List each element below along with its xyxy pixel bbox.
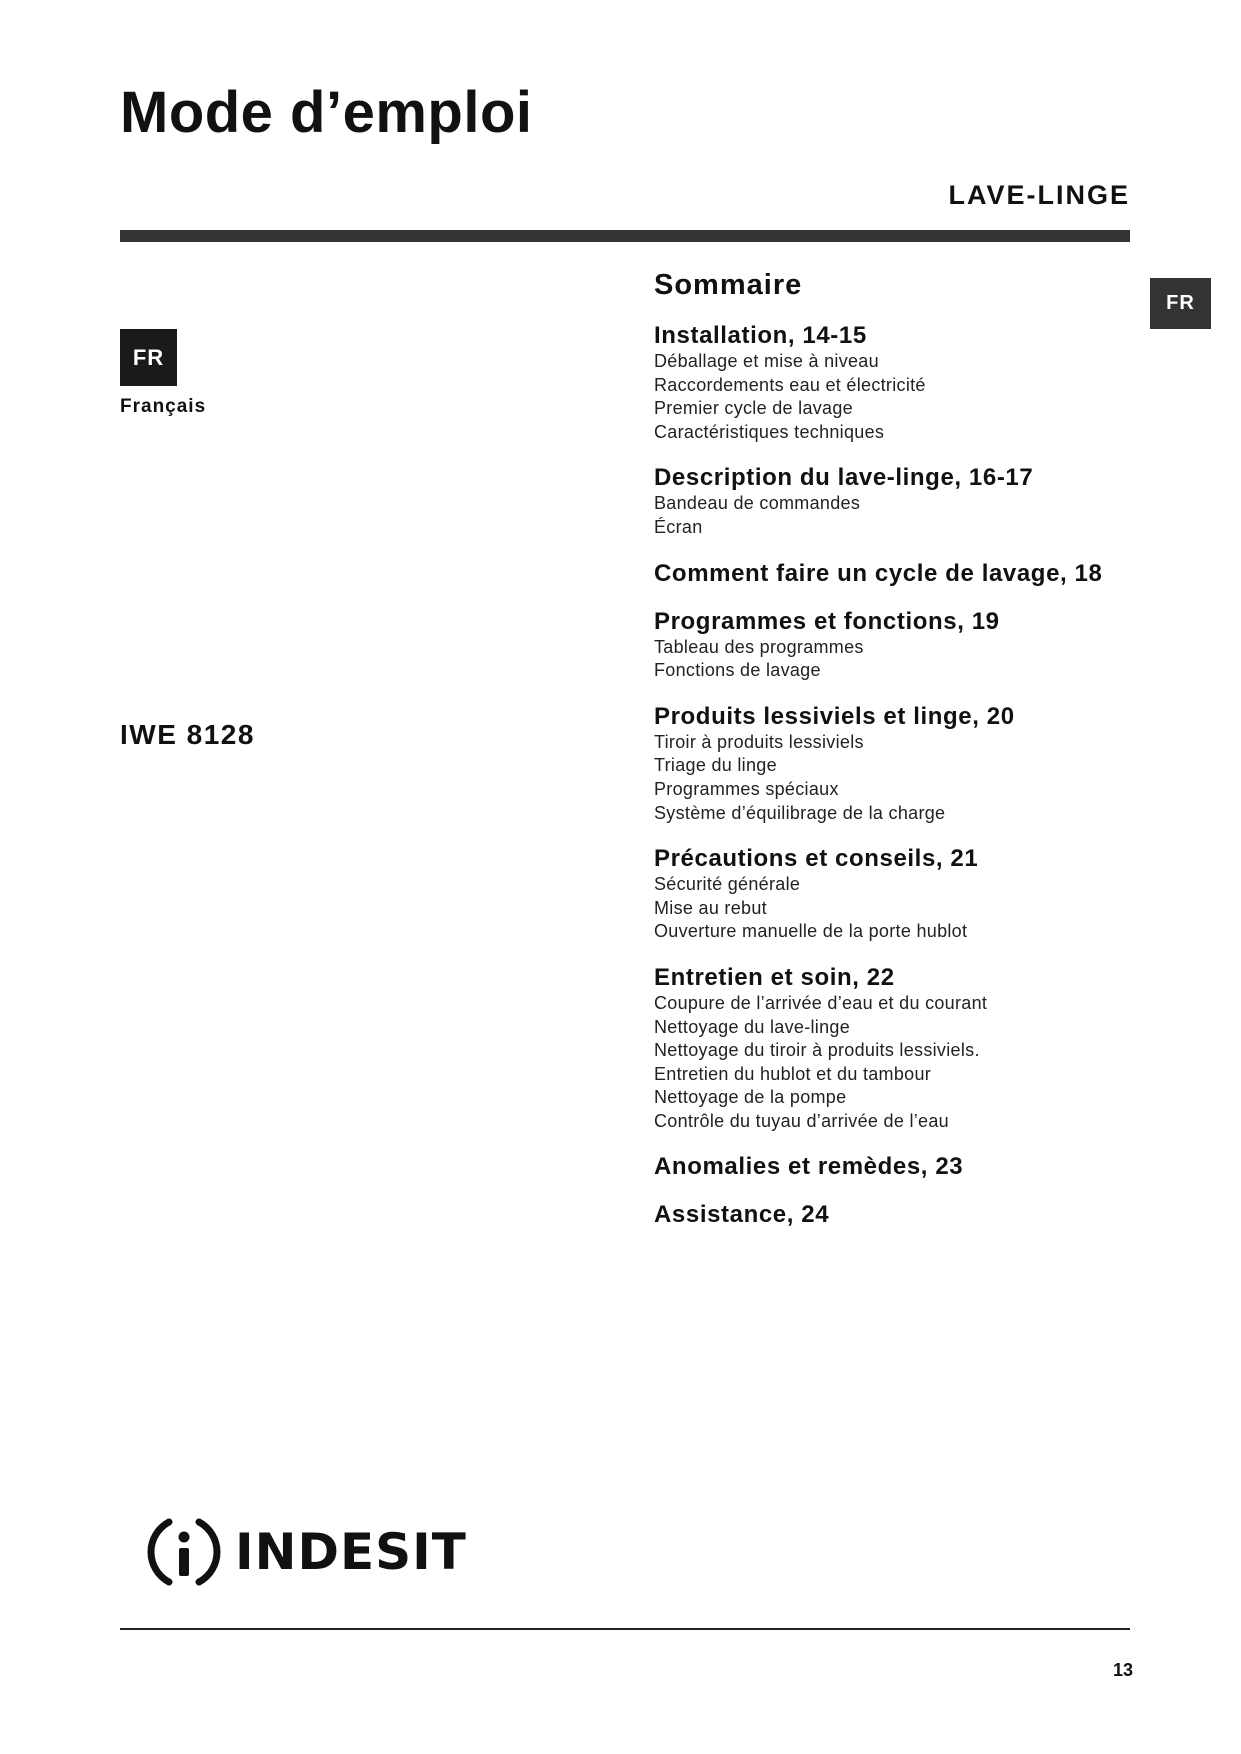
- toc-item: Programmes spéciaux: [654, 778, 839, 799]
- toc-section-title: Description du lave-linge, 16-17: [654, 464, 1034, 492]
- toc-section: [654, 964, 1114, 1134]
- brand-logo: [145, 1516, 467, 1588]
- toc-item: Sécurité générale: [654, 874, 801, 895]
- toc-item: Ouverture manuelle de la porte hublot: [654, 921, 968, 942]
- toc-item: Écran: [654, 516, 703, 537]
- toc-item: Contrôle du tuyau d’arrivée de l’eau: [654, 1110, 949, 1131]
- toc-item: Coupure de l’arrivée d’eau et du courant: [654, 992, 988, 1013]
- toc-section-title: Anomalies et remèdes, 23: [654, 1153, 964, 1181]
- page-title: Mode d’emploi: [120, 80, 533, 145]
- language-name: Français: [120, 396, 207, 417]
- toc-sections: [654, 322, 1114, 1229]
- product-type-label: LAVE-LINGE: [948, 180, 1130, 210]
- toc-section: [654, 1201, 1114, 1229]
- toc-item: Premier cycle de lavage: [654, 398, 853, 419]
- toc-section: [654, 845, 1114, 944]
- toc-item: Bandeau de commandes: [654, 493, 861, 514]
- toc-item: Raccordements eau et électricité: [654, 374, 926, 395]
- brand-logo-text: INDESIT: [235, 1523, 467, 1581]
- language-side-tab: FR: [1150, 278, 1211, 329]
- toc-section-title: Entretien et soin, 22: [654, 963, 895, 991]
- toc-item: Nettoyage du tiroir à produits lessiviels.: [654, 1040, 980, 1061]
- toc-item: Système d’équilibrage de la charge: [654, 802, 946, 823]
- toc-item: Fonctions de lavage: [654, 660, 821, 681]
- page-number: 13: [1113, 1660, 1134, 1680]
- model-number: IWE 8128: [120, 719, 255, 750]
- toc-section: [654, 560, 1114, 588]
- toc-item: Tableau des programmes: [654, 636, 864, 657]
- toc-item: Mise au rebut: [654, 897, 767, 918]
- toc-section-title: Produits lessiviels et linge, 20: [654, 702, 1015, 730]
- toc-section-title: Installation, 14-15: [654, 322, 867, 349]
- toc-item: Nettoyage du lave-linge: [654, 1016, 851, 1037]
- toc-section: [654, 703, 1114, 825]
- toc-item: Déballage et mise à niveau: [654, 351, 879, 371]
- toc-item: Caractéristiques techniques: [654, 421, 885, 442]
- toc-item: Triage du linge: [654, 755, 777, 776]
- header-divider: [120, 230, 1130, 242]
- toc-item: Nettoyage de la pompe: [654, 1087, 847, 1108]
- toc-item: Entretien du hublot et du tambour: [654, 1063, 932, 1084]
- footer-divider: [120, 1628, 1130, 1630]
- toc-section: [654, 608, 1114, 683]
- toc-heading: Sommaire: [654, 269, 803, 301]
- toc-section-title: Précautions et conseils, 21: [654, 845, 979, 873]
- table-of-contents: [654, 268, 1114, 1249]
- toc-item: Tiroir à produits lessiviels: [654, 731, 864, 752]
- toc-section: [654, 322, 1114, 444]
- toc-section: [654, 1153, 1114, 1181]
- toc-section-title: Comment faire un cycle de lavage, 18: [654, 559, 1103, 587]
- toc-section: [654, 464, 1114, 539]
- toc-section-title: Assistance, 24: [654, 1201, 830, 1229]
- indesit-i-logo-icon: [145, 1516, 223, 1588]
- toc-section-title: Programmes et fonctions, 19: [654, 607, 1000, 635]
- language-code-badge: FR: [120, 329, 177, 386]
